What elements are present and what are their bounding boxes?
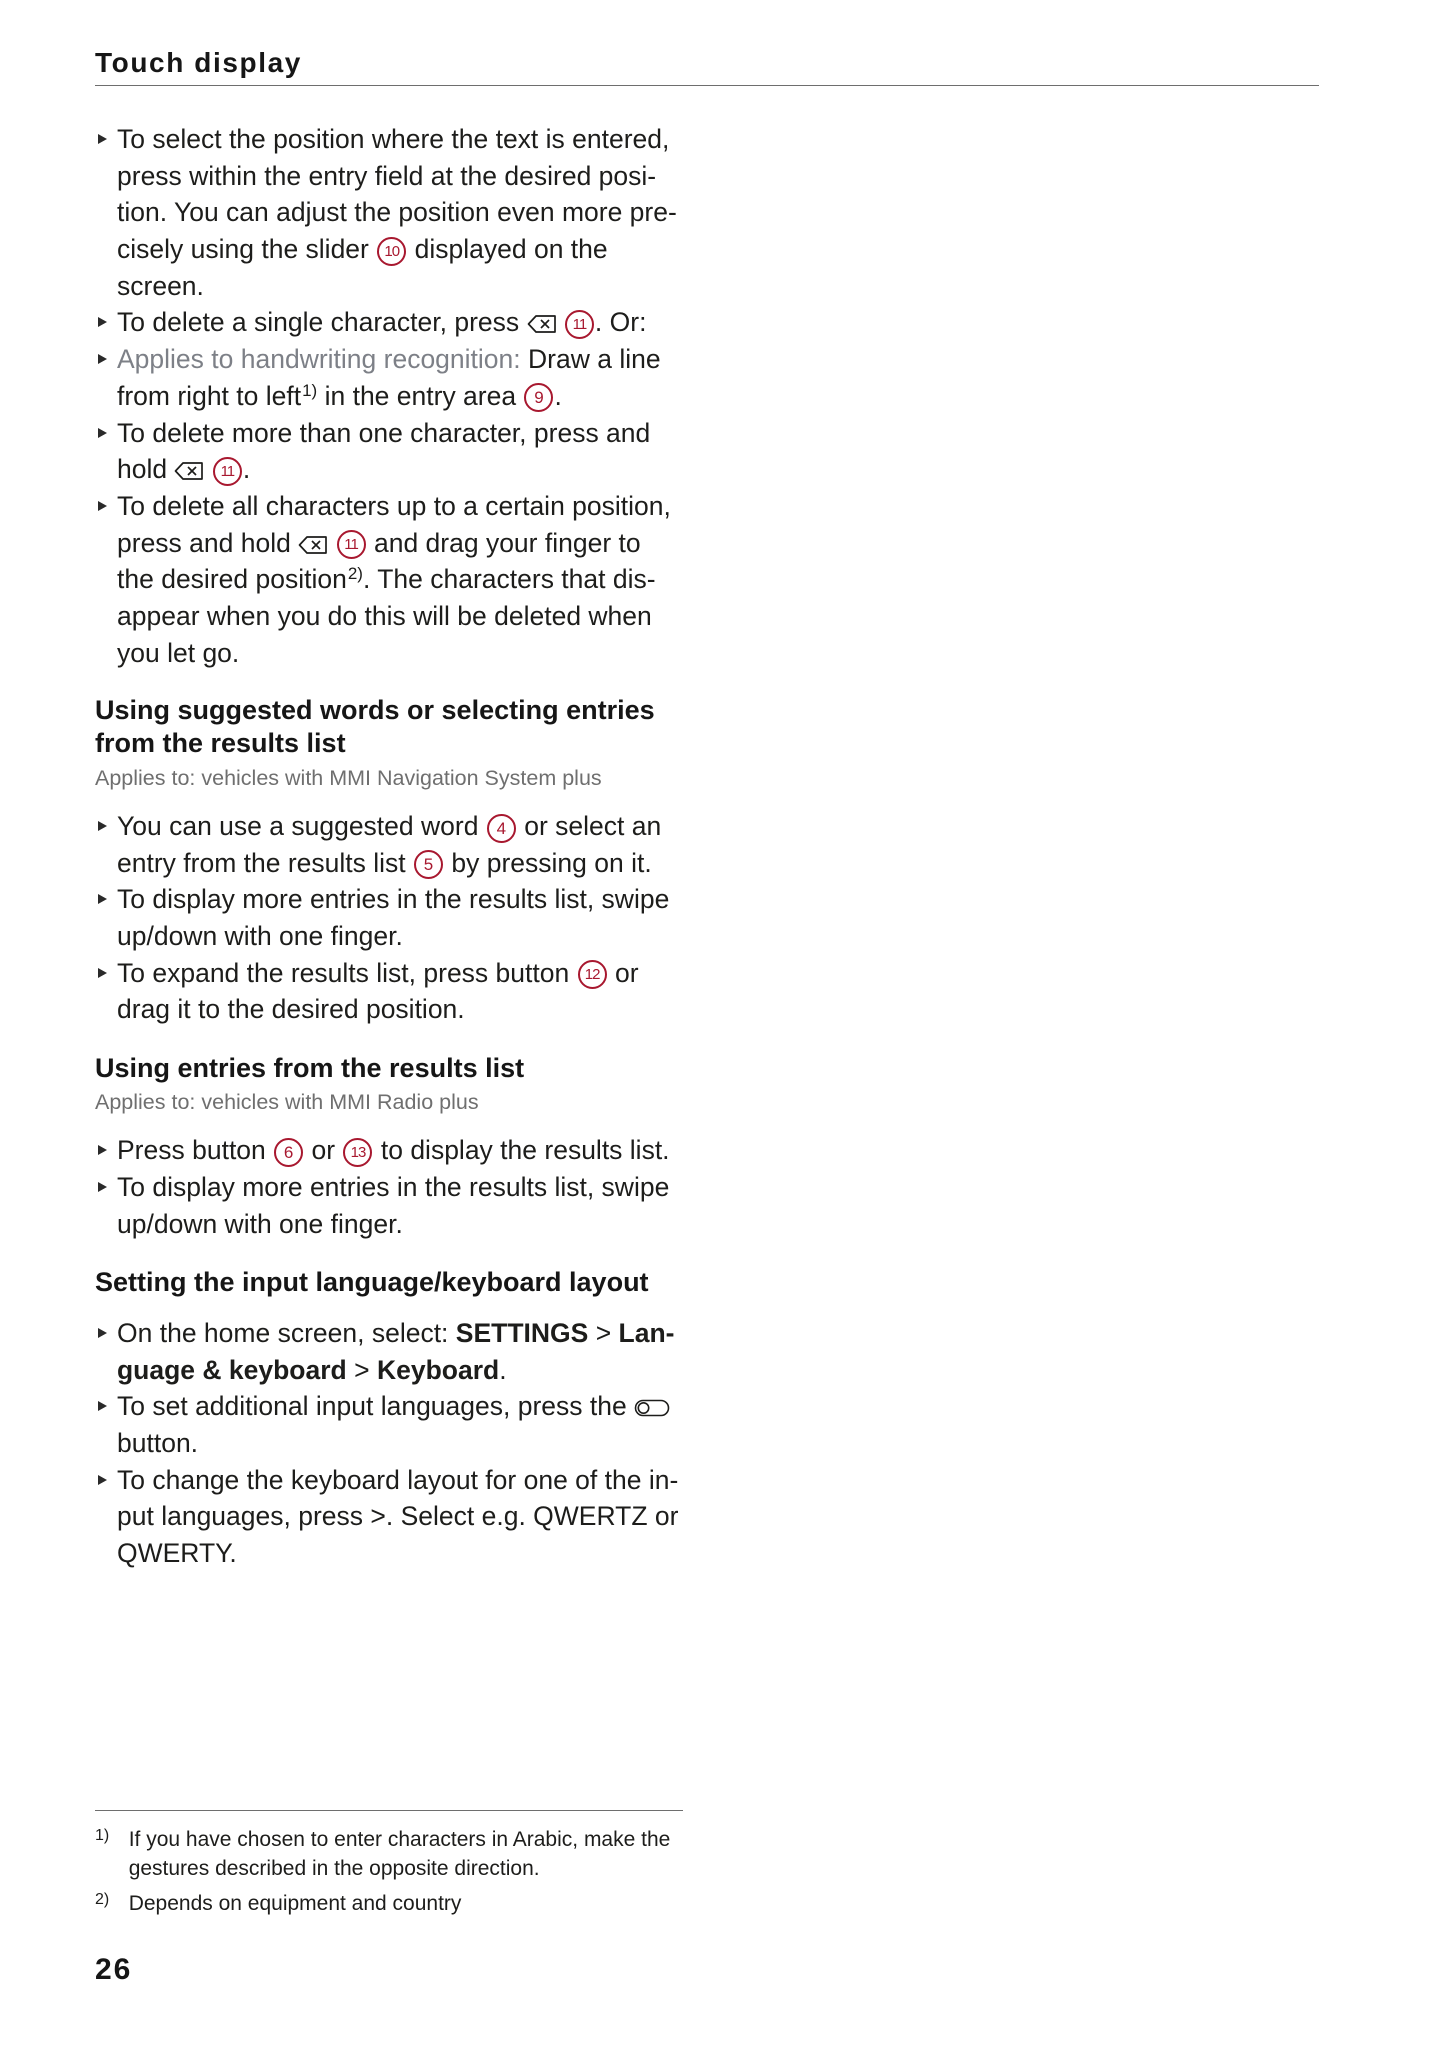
callout-marker-11: 11 [213, 457, 242, 486]
text-line [117, 304, 705, 341]
bullet-text: QWERTY. [117, 1538, 237, 1569]
bullet-text: or select an [524, 811, 662, 841]
bullet-text: . [499, 1354, 507, 1385]
menu-path-separator: > [595, 1318, 612, 1348]
bullet-item [95, 808, 705, 881]
bullet-text: in the entry area [324, 380, 517, 411]
heading-line: Setting the input language/keyboard layout [95, 1266, 649, 1297]
bullet-item [95, 1462, 705, 1572]
text-line [117, 194, 705, 231]
callout-marker-13: 13 [343, 1138, 372, 1167]
bullet-text: entry from the results list [117, 847, 406, 878]
bullet-text: To display more entries in the results list, swipe [117, 1172, 670, 1203]
text-line [117, 268, 705, 305]
footnote [95, 1826, 670, 1884]
section-heading-keyboard-layout [95, 1266, 649, 1299]
bullet-text: from right to left [117, 380, 302, 411]
footnote-mark: 2) [95, 1891, 110, 1909]
callout-marker-5: 5 [414, 850, 443, 879]
text-line [117, 378, 705, 415]
footnote-divider [95, 1810, 683, 1811]
bullet-text: To select the position where the text is entered, [117, 124, 670, 154]
callout-marker-9: 9 [524, 383, 553, 412]
bullet-text: press within the entry field at the desired posi- [117, 160, 657, 191]
bullet-item [95, 488, 705, 671]
text-line [117, 845, 705, 882]
bullet-text: To set additional input languages, press the [117, 1391, 627, 1422]
footnote-item [95, 1890, 461, 1919]
bullet-triangle-icon [98, 1401, 107, 1411]
bullet-text: To delete all characters up to a certain position, [117, 490, 671, 521]
text-line [117, 808, 705, 845]
text-line [117, 598, 705, 635]
footnote-mark: 1) [95, 1827, 110, 1844]
menu-path-language: Lan- [618, 1318, 675, 1348]
handwriting-applicability-note: Applies to handwriting recognition: [117, 344, 521, 375]
bullet-text: to display the results list. [380, 1135, 670, 1166]
bullet-text: Press button [117, 1135, 266, 1166]
bullet-item [95, 341, 705, 414]
callout-marker-6: 6 [274, 1138, 303, 1167]
bullet-text: On the home screen, select: [117, 1318, 449, 1348]
callout-marker-12: 12 [578, 960, 607, 989]
bullet-text: . Or: [594, 307, 647, 338]
text-line [117, 1315, 705, 1352]
heading-line: Using entries from the results list [95, 1052, 525, 1083]
bullet-triangle-icon [98, 894, 107, 904]
bullet-text: appear when you do this will be deleted when [117, 600, 652, 631]
bullet-item [95, 1315, 705, 1388]
applicability-note: Applies to: vehicles with MMI Navigation System plus [95, 765, 602, 790]
bullet-text: To delete more than one character, press and [117, 417, 651, 448]
footnote-reference: 2) [347, 564, 363, 584]
page-number: 26 [95, 1953, 133, 1986]
footnote-line: If you have chosen to enter characters in Arabic, make the [128, 1828, 671, 1851]
text-line [117, 1425, 705, 1462]
bullet-triangle-icon [98, 1145, 107, 1155]
text-line [117, 1462, 705, 1499]
text-line [117, 341, 705, 378]
bullet-text: . [242, 454, 251, 485]
bullet-text: or [614, 957, 639, 988]
bullet-text: To expand the results list, press button [117, 957, 570, 988]
bullet-text: press and hold [117, 527, 291, 558]
bullet-text: . The characters that dis- [362, 564, 656, 595]
bullet-text: up/down with one finger. [117, 921, 403, 952]
callout-marker-4: 4 [487, 814, 516, 843]
footnote-line: Depends on equipment and country [128, 1892, 462, 1916]
menu-path-keyboard: Keyboard [376, 1354, 500, 1385]
menu-path-separator: > [354, 1354, 370, 1385]
bullet-triangle-icon [98, 354, 107, 364]
bullet-text: Draw a line [528, 344, 661, 375]
bullet-text: screen. [117, 270, 204, 301]
text-line [117, 1535, 705, 1572]
bullet-text: hold [117, 454, 168, 485]
bullet-text: You can use a suggested word [117, 811, 479, 841]
bullet-text: To display more entries in the results list, swipe [117, 884, 670, 915]
text-line [117, 158, 705, 195]
text-line [117, 561, 705, 598]
bullet-triangle-icon [98, 1475, 107, 1485]
bullet-item [95, 1169, 705, 1242]
section-suggested-words [95, 808, 705, 1028]
bullet-text: tion. You can adjust the position even more pre- [117, 197, 677, 228]
text-line [117, 1132, 705, 1169]
callout-marker-11: 11 [565, 310, 594, 339]
text-line [117, 991, 705, 1028]
text-line [117, 488, 705, 525]
bullet-triangle-icon [98, 968, 107, 978]
footnote-reference: 1) [302, 380, 318, 400]
bullet-text: by pressing on it. [451, 847, 652, 878]
bullet-text: displayed on the [414, 234, 608, 265]
bullet-item [95, 1132, 705, 1169]
applicability-note: Applies to: vehicles with MMI Radio plus [95, 1090, 479, 1115]
bullet-text: up/down with one finger. [117, 1208, 403, 1239]
text-line [117, 231, 705, 268]
text-line [117, 635, 705, 672]
menu-path-settings: SETTINGS [455, 1318, 589, 1348]
text-line [117, 1352, 705, 1389]
section-heading-suggested-words [95, 694, 655, 760]
bullet-text: To change the keyboard layout for one of the in- [117, 1464, 679, 1495]
bullet-text: drag it to the desired position. [117, 994, 465, 1025]
bullet-text: and drag your finger to [373, 527, 641, 558]
text-line [117, 121, 705, 158]
page-header-title: Touch display [95, 47, 302, 78]
bullet-text: To delete a single character, press [117, 307, 520, 338]
section-heading-results-list [95, 1052, 524, 1085]
text-line [117, 955, 705, 992]
text-line [117, 918, 705, 955]
footnote-line: gestures described in the opposite direction. [128, 1856, 540, 1880]
bullet-item [95, 415, 705, 488]
bullet-item [95, 1388, 705, 1461]
bullet-triangle-icon [98, 501, 107, 511]
callout-marker-10: 10 [377, 237, 406, 266]
menu-path-language: guage & keyboard [117, 1354, 347, 1385]
bullet-item [95, 304, 705, 341]
bullet-item [95, 955, 705, 1028]
text-line [117, 1388, 705, 1425]
text-line [117, 525, 705, 562]
section-text-editing [95, 121, 705, 671]
footnote [95, 1890, 461, 1919]
callout-marker-11: 11 [337, 530, 366, 559]
backspace-icon [298, 535, 328, 555]
section-results-list [95, 1132, 705, 1242]
text-line [117, 1206, 705, 1243]
text-line [117, 881, 705, 918]
text-line [117, 1498, 705, 1535]
text-line [117, 415, 705, 452]
bullet-item [95, 121, 705, 304]
toggle-switch-icon [634, 1398, 670, 1418]
footnote-item [95, 1826, 670, 1884]
header-divider [95, 85, 1319, 86]
bullet-text: button. [117, 1428, 199, 1459]
bullet-triangle-icon [98, 1182, 107, 1192]
bullet-triangle-icon [98, 317, 107, 327]
bullet-text: cisely using the slider [117, 234, 369, 265]
bullet-triangle-icon [98, 428, 107, 438]
backspace-icon [527, 314, 557, 334]
bullet-triangle-icon [98, 821, 107, 831]
bullet-text: . [554, 380, 562, 411]
bullet-text: put languages, press >. Select e.g. QWERTZ or [117, 1501, 679, 1532]
text-line [117, 1169, 705, 1206]
bullet-text: you let go. [117, 637, 240, 668]
heading-line: from the results list [95, 728, 346, 759]
text-line [117, 451, 705, 488]
bullet-triangle-icon [98, 134, 107, 144]
bullet-item [95, 881, 705, 954]
heading-line: Using suggested words or selecting entries [95, 695, 655, 726]
bullet-text: the desired position [117, 564, 347, 595]
bullet-text: or [311, 1135, 336, 1166]
bullet-triangle-icon [98, 1328, 107, 1338]
backspace-icon [174, 461, 204, 481]
section-keyboard-layout [95, 1315, 705, 1572]
